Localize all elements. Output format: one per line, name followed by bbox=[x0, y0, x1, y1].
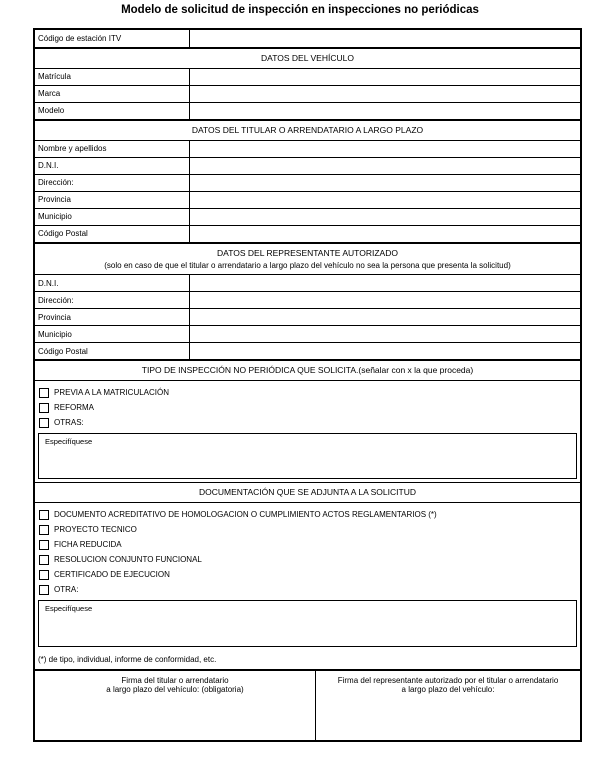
option-row-doc-homologacion bbox=[38, 507, 577, 522]
solicitud-form bbox=[33, 28, 582, 742]
field-row-holder-municipio bbox=[35, 209, 580, 226]
option-row-otras bbox=[38, 415, 577, 430]
section-header-documentation: DOCUMENTACIÓN QUE SE ADJUNTA A LA SOLICITUD bbox=[35, 482, 580, 503]
field-label: Municipio bbox=[35, 326, 190, 342]
footnote-text: (*) de tipo, individual, informe de conformidad, etc. bbox=[38, 654, 217, 664]
checkbox-label: CERTIFICADO DE EJECUCION bbox=[54, 569, 170, 579]
field-row-holder-dni bbox=[35, 158, 580, 175]
checkbox-doc-homologacion[interactable] bbox=[39, 510, 49, 520]
field-row-marca bbox=[35, 86, 580, 103]
signature-representante-area[interactable] bbox=[316, 671, 580, 740]
section-header-inspection-type: TIPO DE INSPECCIÓN NO PERIÓDICA QUE SOLICITA.(señalar con x la que proceda) bbox=[35, 360, 580, 381]
section-header-vehicle: DATOS DEL VEHÍCULO bbox=[35, 48, 580, 69]
page-title: Modelo de solicitud de inspección en inspecciones no periódicas bbox=[121, 4, 479, 16]
inspection-specify-box[interactable] bbox=[38, 433, 577, 479]
field-row-station-code bbox=[35, 30, 580, 48]
option-row-otra bbox=[38, 582, 577, 597]
documentation-options bbox=[35, 503, 580, 650]
checkbox-ficha-reducida[interactable] bbox=[39, 540, 49, 550]
rep-codigo-postal-input[interactable] bbox=[190, 343, 580, 359]
checkbox-otra[interactable] bbox=[39, 585, 49, 595]
modelo-input[interactable] bbox=[190, 103, 580, 119]
option-row-certificado-ejecucion bbox=[38, 567, 577, 582]
holder-municipio-input[interactable] bbox=[190, 209, 580, 225]
signature-representante-label-line2: a largo plazo del vehículo: bbox=[401, 685, 495, 695]
signature-titular-label-line2: a largo plazo del vehículo: (obligatoria) bbox=[106, 685, 244, 695]
field-row-modelo bbox=[35, 103, 580, 120]
field-row-nombre bbox=[35, 141, 580, 158]
footnote-row bbox=[35, 650, 580, 670]
option-row-resolucion-conjunto bbox=[38, 552, 577, 567]
field-row-rep-municipio bbox=[35, 326, 580, 343]
checkbox-label: REFORMA bbox=[54, 403, 94, 413]
checkbox-reforma[interactable] bbox=[39, 403, 49, 413]
field-row-rep-dni bbox=[35, 275, 580, 292]
field-label: Matrícula bbox=[35, 69, 190, 85]
checkbox-certificado-ejecucion[interactable] bbox=[39, 570, 49, 580]
matricula-input[interactable] bbox=[190, 69, 580, 85]
holder-provincia-input[interactable] bbox=[190, 192, 580, 208]
marca-input[interactable] bbox=[190, 86, 580, 102]
field-row-rep-codigo-postal bbox=[35, 343, 580, 360]
field-label: Nombre y apellidos bbox=[35, 141, 190, 157]
field-label: Dirección: bbox=[35, 175, 190, 191]
holder-dni-input[interactable] bbox=[190, 158, 580, 174]
field-label: D.N.I. bbox=[35, 158, 190, 174]
field-label: Dirección: bbox=[35, 292, 190, 308]
rep-provincia-input[interactable] bbox=[190, 309, 580, 325]
checkbox-label: DOCUMENTO ACREDITATIVO DE HOMOLOGACION O CUMPLIMIENTO ACTOS REGLAMENTARIOS (*) bbox=[54, 509, 437, 519]
field-label: Código Postal bbox=[35, 343, 190, 359]
field-row-holder-provincia bbox=[35, 192, 580, 209]
representative-header-text: DATOS DEL REPRESENTANTE AUTORIZADO bbox=[217, 247, 398, 258]
checkbox-otras[interactable] bbox=[39, 418, 49, 428]
signature-titular-area[interactable] bbox=[35, 671, 316, 740]
field-row-matricula bbox=[35, 69, 580, 86]
rep-municipio-input[interactable] bbox=[190, 326, 580, 342]
checkbox-label: PROYECTO TECNICO bbox=[54, 524, 137, 534]
documentation-specify-box[interactable] bbox=[38, 600, 577, 647]
field-label: Código Postal bbox=[35, 226, 190, 242]
specify-label: Especifíquese bbox=[45, 437, 93, 447]
option-row-proyecto-tecnico bbox=[38, 522, 577, 537]
representative-subheader-text: (solo en caso de que el titular o arrendatario a largo plazo del vehículo no sea la persona que presenta la solicitud) bbox=[104, 261, 511, 271]
station-code-input[interactable] bbox=[190, 30, 580, 47]
field-label: Marca bbox=[35, 86, 190, 102]
signature-row bbox=[35, 670, 580, 740]
rep-direccion-input[interactable] bbox=[190, 292, 580, 308]
signature-titular-label-line1: Firma del titular o arrendatario bbox=[121, 676, 229, 686]
field-row-rep-provincia bbox=[35, 309, 580, 326]
option-row-previa bbox=[38, 385, 577, 400]
section-header-representative bbox=[35, 243, 580, 276]
checkbox-label: PREVIA A LA MATRICULACIÓN bbox=[54, 388, 169, 398]
specify-label: Especifíquese bbox=[45, 604, 93, 614]
field-label: Municipio bbox=[35, 209, 190, 225]
checkbox-label: FICHA REDUCIDA bbox=[54, 539, 122, 549]
field-row-holder-direccion bbox=[35, 175, 580, 192]
checkbox-proyecto-tecnico[interactable] bbox=[39, 525, 49, 535]
field-row-holder-codigo-postal bbox=[35, 226, 580, 243]
field-label: D.N.I. bbox=[35, 275, 190, 291]
option-row-reforma bbox=[38, 400, 577, 415]
checkbox-label: OTRA: bbox=[54, 584, 79, 594]
field-label: Provincia bbox=[35, 192, 190, 208]
section-header-holder: DATOS DEL TITULAR O ARRENDATARIO A LARGO PLAZO bbox=[35, 120, 580, 141]
holder-codigo-postal-input[interactable] bbox=[190, 226, 580, 242]
field-row-rep-direccion bbox=[35, 292, 580, 309]
checkbox-label: OTRAS: bbox=[54, 418, 84, 428]
station-code-label: Código de estación ITV bbox=[35, 30, 190, 47]
checkbox-previa-matriculacion[interactable] bbox=[39, 388, 49, 398]
checkbox-label: RESOLUCION CONJUNTO FUNCIONAL bbox=[54, 554, 202, 564]
holder-direccion-input[interactable] bbox=[190, 175, 580, 191]
option-row-ficha-reducida bbox=[38, 537, 577, 552]
inspection-type-options bbox=[35, 381, 580, 482]
rep-dni-input[interactable] bbox=[190, 275, 580, 291]
field-label: Provincia bbox=[35, 309, 190, 325]
checkbox-resolucion-conjunto[interactable] bbox=[39, 555, 49, 565]
signature-representante-label-line1: Firma del representante autorizado por el titular o arrendatario bbox=[337, 676, 559, 686]
holder-nombre-input[interactable] bbox=[190, 141, 580, 157]
field-label: Modelo bbox=[35, 103, 190, 119]
